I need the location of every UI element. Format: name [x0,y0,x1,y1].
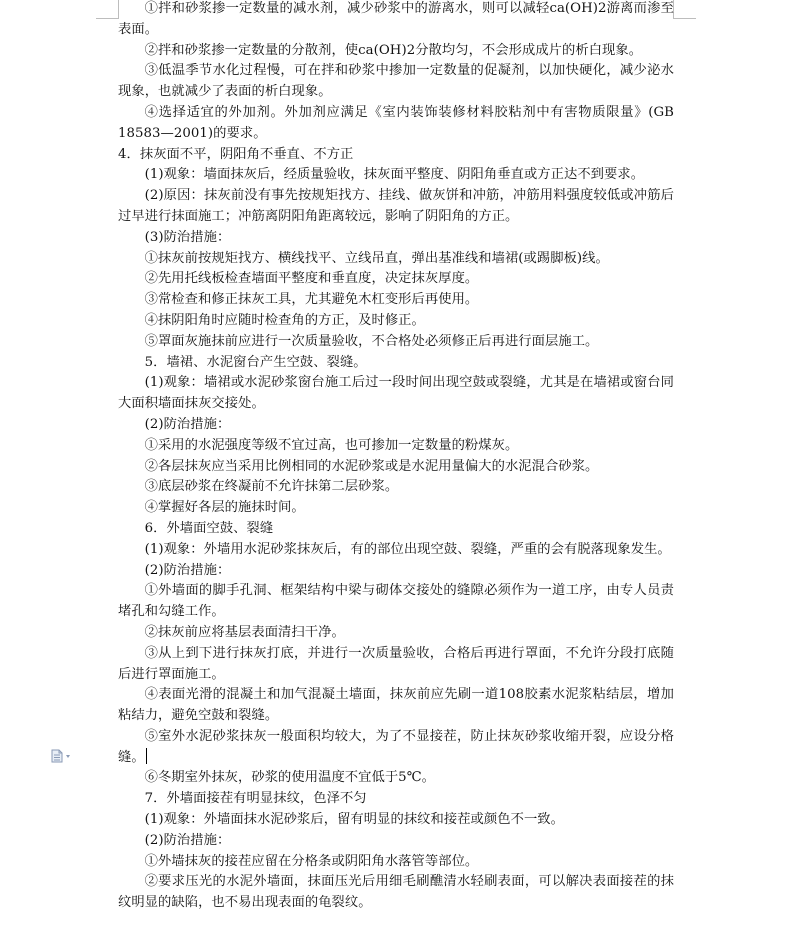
paragraph: ②各层抹灰应当采用比例相同的水泥砂浆或是水泥用量偏大的水泥混合砂浆。 [144,458,599,474]
paragraph: ③常检查和修正抹灰工具，尤其避免木杠变形后再使用。 [144,292,479,308]
paragraph: ④掌握好各层的施抹时间。 [144,500,305,516]
paragraph: ②拌和砂浆掺一定数量的分散剂，使ca(OH)2分散均匀，不会形成成片的析白现象。 [144,42,643,58]
document-icon [51,749,73,763]
paragraph: ⑤室外水泥砂浆抹灰一般面积均较大，为了不显接茬，防止抹灰砂浆收缩开裂，应设分格缝。 [118,728,674,765]
document-body[interactable] [118,0,674,914]
paragraph: ⑥冬期室外抹灰，砂浆的使用温度不宜低于5℃。 [144,770,435,786]
paragraph: ②要求压光的水泥外墙面，抹面压光后用细毛刷醮清水轻刷表面，可以解决表面接茬的抹纹明显的缺陷，也不易出现表面的龟裂纹。 [118,874,674,911]
paragraph: (1)观象：墙面抹灰后，经质量验收，抹灰面平整度、阴阳角垂直或方正达不到要求。 [144,167,645,183]
paragraph: ⑤罩面灰施抹前应进行一次质量验收，不合格处必须修正后再进行面层施工。 [144,333,599,349]
paragraph: ①外墙抹灰的接茬应留在分格条或阴阳角水落管等部位。 [144,853,479,869]
paragraph: ③低温季节水化过程慢，可在拌和砂浆中掺加一定数量的促凝剂，以加快硬化，减少泌水现象，也就减少了表面的析白现象。 [118,63,674,100]
paragraph: ③底层砂浆在终凝前不允许抹第二层砂浆。 [144,479,399,495]
paragraph: 4．抹灰面不平，阴阳角不垂直、不方正 [118,146,354,162]
paragraph: 5．墙裙、水泥窗台产生空鼓、裂缝。 [144,354,367,370]
text-cursor [146,748,147,764]
paragraph: (2)原因：抹灰前没有事先按规矩找方、挂线、做灰饼和冲筋，冲筋用料强度较低或冲筋后过早进行抹面施工；冲筋离阴阳角距离较远，影响了阴阳角的方正。 [118,188,674,224]
paragraph: ②抹灰前应将基层表面清扫干净。 [144,624,345,640]
paragraph: ④抹阴阳角时应随时检查角的方正，及时修正。 [144,312,425,328]
paragraph: ①拌和砂浆掺一定数量的减水剂，减少砂浆中的游离水，则可以减轻ca(OH)2游离而渗至表面。 [118,1,674,37]
paragraph: ④表面光滑的混凝土和加气混凝土墙面，抹灰前应先刷一道108胶素水泥浆粘结层，增加粘结力，避免空鼓和裂缝。 [118,687,674,724]
paragraph: (2)防治措施： [144,562,231,578]
paragraph: (2)防治措施： [144,832,231,848]
paragraph: ④选择适宜的外加剂。外加剂应满足《室内装饰装修材料胶粘剂中有害物质限量》(GB 18583—2001)的要求。 [118,104,674,141]
paragraph: (3)防治措施： [144,229,231,245]
right-margin-corner-mark [673,0,696,19]
paragraph: (2)防治措施： [144,416,231,432]
paragraph: 6．外墙面空鼓、裂缝 [144,520,274,536]
paragraph: (1)观象：外墙用水泥砂浆抹灰后，有的部位出现空鼓、裂缝，严重的会有脱落现象发生。 [144,541,671,557]
paragraph-options-icon[interactable] [51,748,73,762]
paragraph: ③从上到下进行抹灰打底，并进行一次质量验收，合格后再进行罩面，不允许分段打底随后进行罩面施工。 [118,645,674,682]
paragraph: ②先用托线板检查墙面平整度和垂直度，决定抹灰厚度。 [144,271,479,287]
left-margin-corner-mark [96,0,119,19]
paragraph: ①采用的水泥强度等级不宜过高，也可掺加一定数量的粉煤灰。 [144,437,519,453]
paragraph: (1)观象：墙裙或水泥砂浆窗台施工后过一段时间出现空鼓或裂缝，尤其是在墙裙或窗台同大面积墙面抹灰交接处。 [118,375,674,412]
paragraph: ①抹灰前按规矩找方、横线找平、立线吊直，弹出基准线和墙裙(或踢脚板)线。 [144,250,609,266]
paragraph: (1)观象：外墙面抹水泥砂浆后，留有明显的抹纹和接茬或颜色不一致。 [144,812,564,828]
paragraph: ①外墙面的脚手孔洞、框架结构中梁与砌体交接处的缝隙必须作为一道工序，由专人员责堵孔和勾缝工作。 [118,583,674,620]
paragraph: 7．外墙面接茬有明显抹纹，色泽不匀 [144,791,367,807]
